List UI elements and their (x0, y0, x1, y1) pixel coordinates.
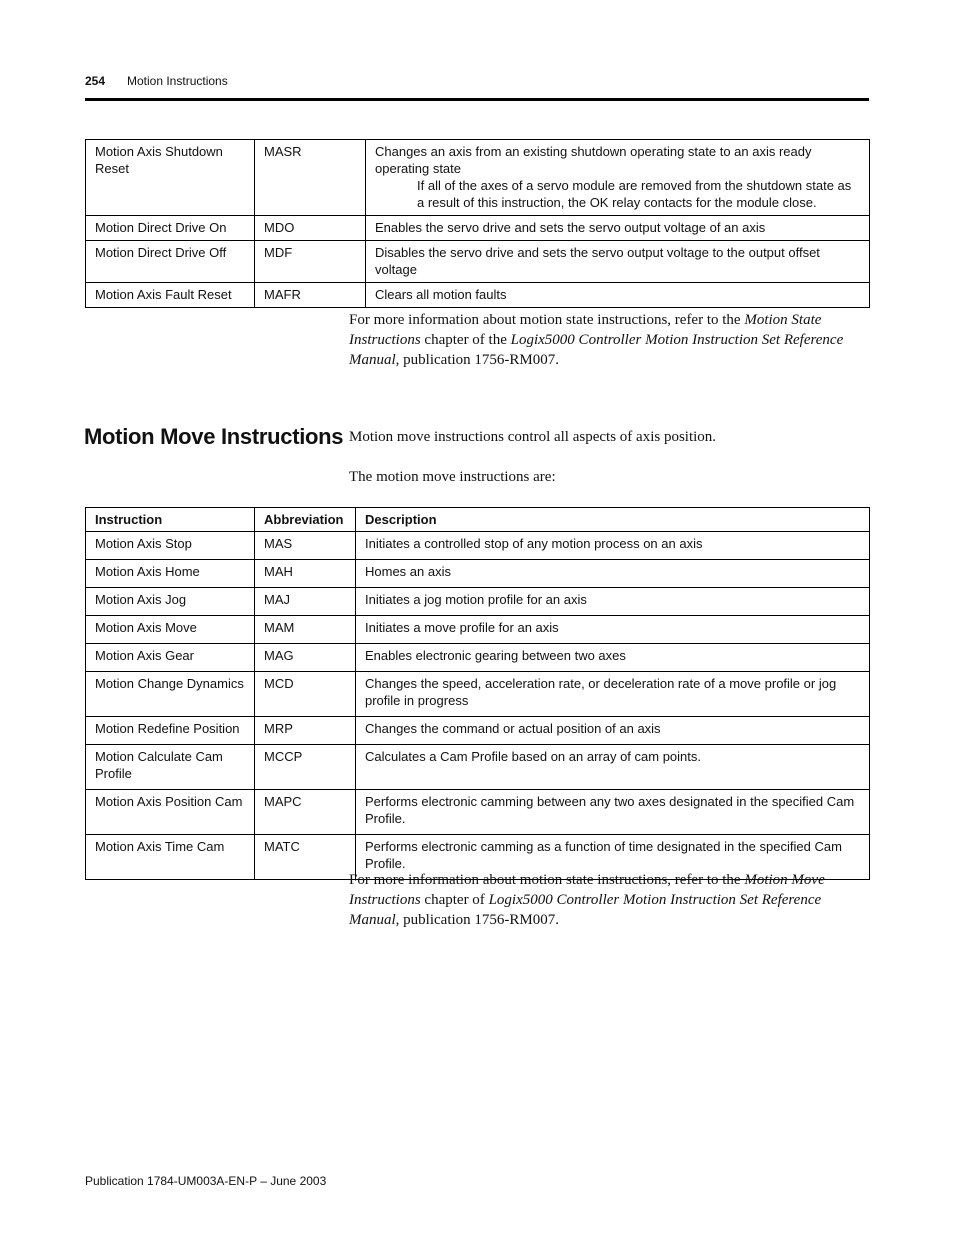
abbreviation-cell: MAFR (255, 283, 366, 308)
page-header (85, 72, 869, 101)
description-cell: Initiates a jog motion profile for an axis (356, 588, 870, 616)
column-header-description: Description (356, 508, 870, 532)
reference-chapter: Motion Move Instructions (349, 872, 825, 908)
description-cell: Changes the speed, acceleration rate, or deceleration rate of a move profile or jog profile in progress (356, 672, 870, 717)
motion-move-table (85, 507, 870, 880)
abbreviation-cell: MDO (255, 216, 366, 241)
table-row (86, 790, 870, 835)
instruction-cell: Motion Axis Position Cam (86, 790, 255, 835)
instruction-cell: Motion Redefine Position (86, 717, 255, 745)
reference-paragraph-state (349, 310, 869, 370)
instruction-cell: Motion Direct Drive Off (86, 241, 255, 283)
table-row (86, 216, 870, 241)
abbreviation-cell: MASR (255, 140, 366, 216)
description-text: Clears all motion faults (375, 287, 507, 302)
table-row (86, 532, 870, 560)
abbreviation-cell: MAH (255, 560, 356, 588)
page-number: 254 (85, 74, 106, 88)
reference-paragraph-move (349, 870, 869, 930)
description-note: If all of the axes of a servo module are removed from the shutdown state as a result of this instruction, the OK relay contacts for the module close. (417, 178, 852, 210)
abbreviation-cell: MAM (255, 616, 356, 644)
table-row (86, 560, 870, 588)
description-cell: Performs electronic camming as a function of time designated in the specified Cam Profile. (356, 835, 870, 880)
reference-text: For more information about motion state instructions, refer to the (349, 872, 745, 888)
table-row (86, 140, 870, 216)
section-heading: Motion Move Instructions (84, 424, 344, 449)
reference-text: , publication 1756-RM007. (395, 912, 559, 928)
table-header-row (86, 508, 870, 532)
motion-move-table-body (86, 532, 870, 880)
table-row (86, 616, 870, 644)
description-cell (366, 140, 870, 216)
abbreviation-cell: MAPC (255, 790, 356, 835)
instruction-cell: Motion Axis Jog (86, 588, 255, 616)
page-footer: Publication 1784-UM003A-EN-P – June 2003 (85, 1174, 327, 1188)
instruction-cell: Motion Direct Drive On (86, 216, 255, 241)
abbreviation-cell: MCCP (255, 745, 356, 790)
table-row (86, 672, 870, 717)
description-cell: Changes the command or actual position of an axis (356, 717, 870, 745)
reference-manual-title: Logix5000 Controller Motion Instruction Set Reference Manual (349, 332, 844, 368)
abbreviation-cell: MDF (255, 241, 366, 283)
description-cell: Homes an axis (356, 560, 870, 588)
description-cell (366, 241, 870, 283)
table-row (86, 745, 870, 790)
description-cell: Performs electronic camming between any two axes designated in the specified Cam Profile. (356, 790, 870, 835)
description-text: Disables the servo drive and sets the servo output voltage to the output offset voltage (375, 245, 820, 277)
abbreviation-cell: MRP (255, 717, 356, 745)
description-cell: Enables electronic gearing between two axes (356, 644, 870, 672)
table-row (86, 588, 870, 616)
reference-text: chapter of the (420, 332, 511, 348)
instruction-cell: Motion Axis Stop (86, 532, 255, 560)
table-row (86, 717, 870, 745)
abbreviation-cell: MAS (255, 532, 356, 560)
description-text: Enables the servo drive and sets the servo output voltage of an axis (375, 220, 766, 235)
reference-text: chapter of (420, 892, 489, 908)
reference-text: , publication 1756-RM007. (395, 352, 559, 368)
column-header-abbreviation: Abbreviation (255, 508, 356, 532)
reference-chapter: Motion State Instructions (349, 312, 822, 348)
abbreviation-cell: MAG (255, 644, 356, 672)
abbreviation-cell: MAJ (255, 588, 356, 616)
instruction-cell: Motion Calculate Cam Profile (86, 745, 255, 790)
motion-state-table-body (86, 140, 870, 308)
description-text: Changes an axis from an existing shutdown operating state to an axis ready operating state (375, 144, 812, 176)
table-row (86, 644, 870, 672)
instruction-cell: Motion Axis Fault Reset (86, 283, 255, 308)
section-intro: Motion move instructions control all aspects of axis position. (349, 429, 717, 445)
reference-manual-title: Logix5000 Controller Motion Instruction Set Reference Manual (349, 892, 822, 928)
table-row (86, 241, 870, 283)
instruction-cell: Motion Axis Home (86, 560, 255, 588)
abbreviation-cell: MATC (255, 835, 356, 880)
instruction-cell: Motion Change Dynamics (86, 672, 255, 717)
instruction-cell: Motion Axis Time Cam (86, 835, 255, 880)
abbreviation-cell: MCD (255, 672, 356, 717)
instruction-cell: Motion Axis Shutdown Reset (86, 140, 255, 216)
table-row (86, 283, 870, 308)
header-section-title: Motion Instructions (127, 74, 228, 88)
description-cell: Calculates a Cam Profile based on an array of cam points. (356, 745, 870, 790)
instruction-cell: Motion Axis Move (86, 616, 255, 644)
table-lead-text: The motion move instructions are: (349, 469, 556, 485)
motion-state-table (85, 139, 870, 308)
instruction-cell: Motion Axis Gear (86, 644, 255, 672)
description-cell: Initiates a controlled stop of any motion process on an axis (356, 532, 870, 560)
description-cell: Initiates a move profile for an axis (356, 616, 870, 644)
reference-text: For more information about motion state instructions, refer to the (349, 312, 745, 328)
column-header-instruction: Instruction (86, 508, 255, 532)
description-cell (366, 216, 870, 241)
description-cell (366, 283, 870, 308)
